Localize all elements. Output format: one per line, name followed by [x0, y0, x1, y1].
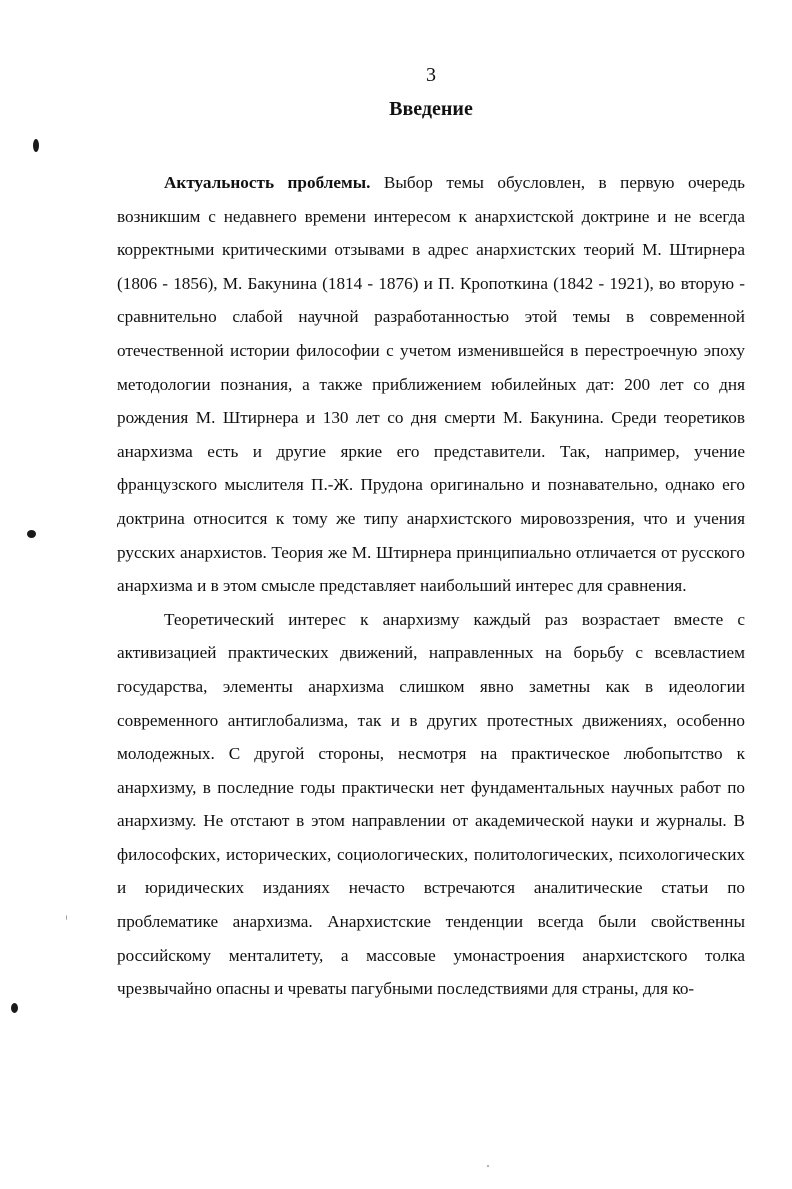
scan-speck	[487, 1165, 489, 1167]
scan-mark-middle	[27, 530, 36, 538]
paragraph-text: Теоретический интерес к анархизму каждый раз возрастает вместе с активизацией практических движений, направленных на борьбу с всевластием государства, элементы анархизма слишком явно заметны как в идеологии современного антиглобализма, так и в других протестных движениях, особенно молодежных. С другой стороны, несмотря на практическое любопытство к анархизму, в последние годы практически нет фундаментальных научных работ по анархизму. Не отстают в этом направлении от академической науки и журналы. В философских, исторических, социологических, политологических, психологических и юридических изданиях нечасто встречаются аналитические статьи по проблематике анархизма. Анархистские тенденции всегда были свойственны российскому менталитету, а массовые умонастроения анархистского толка чрезвычайно опасны и чреваты пагубными последствиями для страны, для ко-	[117, 609, 745, 999]
paragraph-lead: Актуальность проблемы.	[164, 173, 371, 192]
document-body	[117, 166, 745, 1006]
scan-mark-top	[33, 139, 39, 152]
paragraph-text: Выбор темы обусловлен, в первую очередь возникшим с недавнего времени интересом к анархистской доктрине и не всегда корректными критическими отзывами в адрес анархистских теорий М. Штирнера (1806 - 1856), М. Бакунина (1814 - 1876) и П. Кропоткина (1842 - 1921), во вторую - сравнительно слабой научной разработанностью этой темы в современной отечественной истории философии с учетом изменившейся в перестроечную эпоху методологии познания, а также приближением юбилейных дат: 200 лет со дня рождения М. Штирнера и 130 лет со дня смерти М. Бакунина. Среди теоретиков анархизма есть и другие яркие его представители. Так, например, учение французского мыслителя П.-Ж. Прудона оригинально и познавательно, однако его доктрина относится к тому же типу анархистского мировоззрения, что и учения русских анархистов. Теория же М. Штирнера принципиально отличается от русского анархизма и в этом смысле представляет наибольший интерес для сравнения.	[117, 173, 746, 596]
paragraph-relevance	[117, 166, 745, 603]
scan-mark-bottom	[11, 1003, 18, 1013]
page-title: Введение	[389, 98, 473, 120]
scan-speck	[66, 915, 67, 920]
paragraph-theoretical-interest	[117, 603, 745, 1006]
page-number: 3	[426, 64, 436, 86]
